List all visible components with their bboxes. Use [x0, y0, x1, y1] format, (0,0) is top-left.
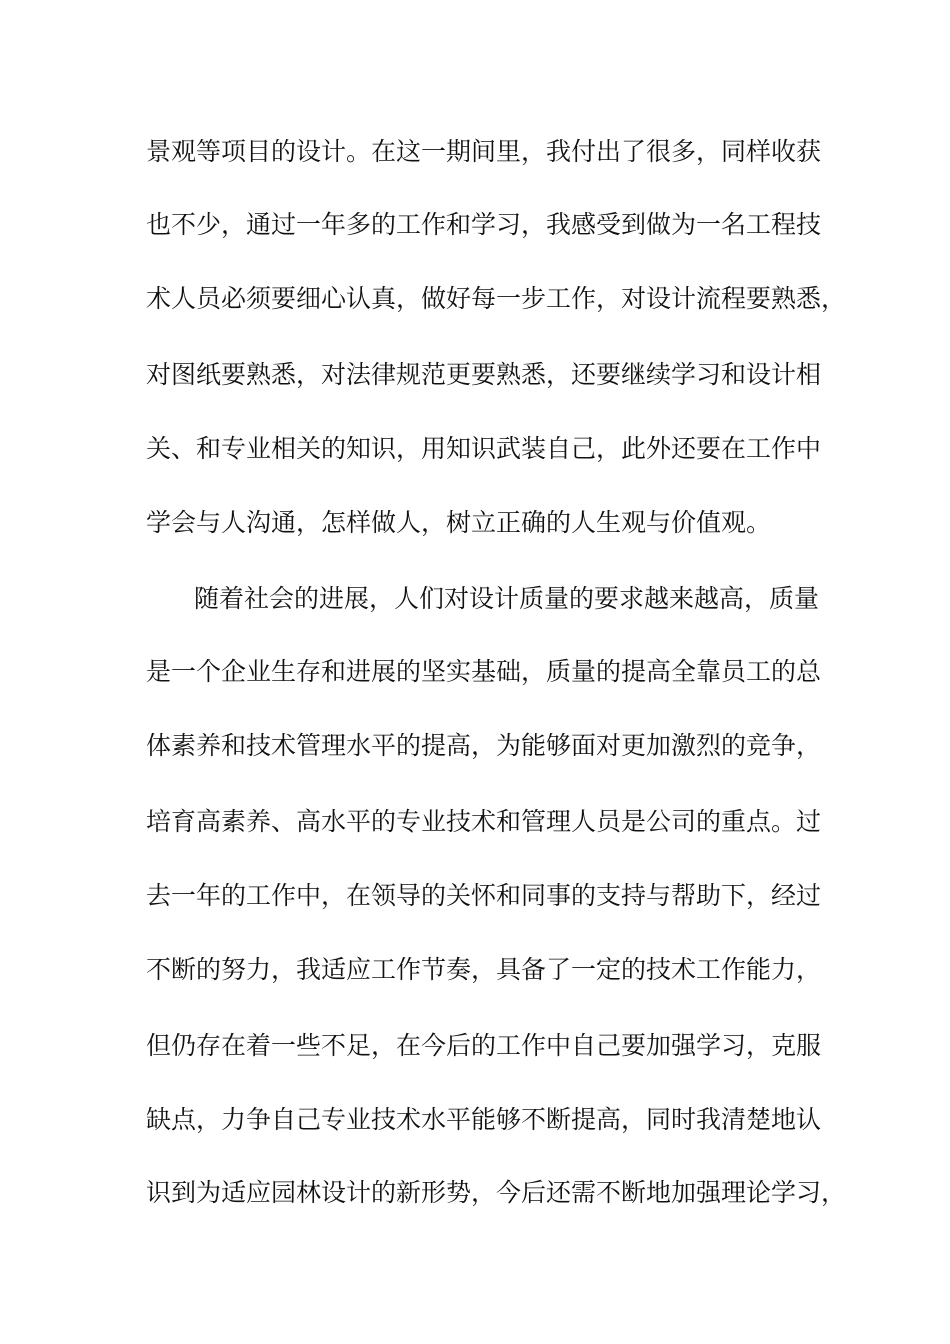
- text-line: 缺点，力争自己专业技术水平能够不断提高，同时我清楚地认: [146, 1105, 822, 1134]
- text-line: 景观等项目的设计。在这一期间里，我付出了很多，同样收获: [146, 137, 822, 166]
- text-line: 对图纸要熟悉，对法律规范更要熟悉，还要继续学习和设计相: [146, 360, 822, 389]
- text-line: 也不少，通过一年多的工作和学习，我感受到做为一名工程技: [146, 210, 822, 239]
- paragraph-first-line: 随着社会的进展，人们对设计质量的要求越来越高，质量: [194, 584, 820, 613]
- text-line: 体素养和技术管理水平的提高，为能够面对更加激烈的竞争，: [146, 731, 822, 760]
- text-line: 去一年的工作中，在领导的关怀和同事的支持与帮助下，经过: [146, 881, 822, 910]
- text-line: 术人员必须要细心认真，做好每一步工作，对设计流程要熟悉，: [146, 284, 847, 313]
- text-line: 不断的努力，我适应工作节奏，具备了一定的技术工作能力，: [146, 955, 822, 984]
- text-line: 是一个企业生存和进展的坚实基础，质量的提高全靠员工的总: [146, 657, 822, 686]
- text-line: 学会与人沟通，怎样做人，树立正确的人生观与价值观。: [146, 508, 772, 537]
- text-line: 关、和专业相关的知识，用知识武装自己，此外还要在工作中: [146, 434, 822, 463]
- text-line: 但仍存在着一些不足，在今后的工作中自己要加强学习，克服: [146, 1031, 822, 1060]
- text-line: 识到为适应园林设计的新形势，今后还需不断地加强理论学习，: [146, 1178, 847, 1207]
- text-line: 培育高素养、高水平的专业技术和管理人员是公司的重点。过: [146, 807, 822, 836]
